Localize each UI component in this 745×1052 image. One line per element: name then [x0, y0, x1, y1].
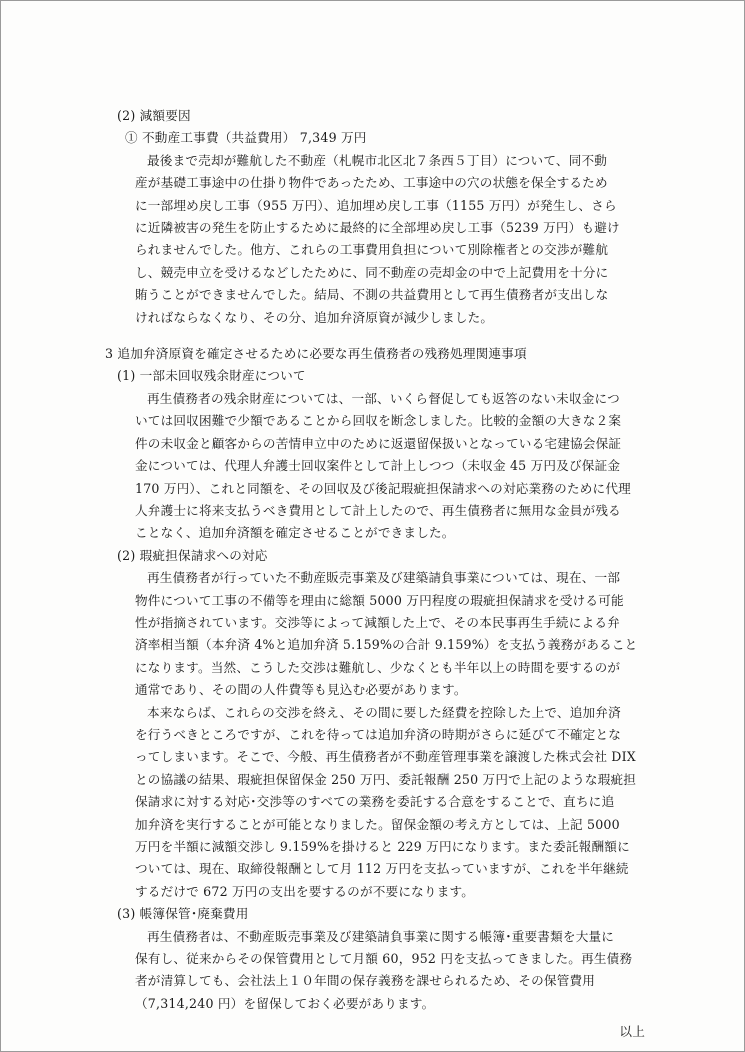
paragraph-line: ついては、現在、取締役報酬として月 112 万円を支払っていますが、これを半年継続 — [135, 861, 629, 877]
section-gap — [101, 329, 649, 343]
document-body — [101, 105, 649, 1044]
paragraph-line: 再生債務者の残余財産については、一部、いくら督促しても返答のない未収金につ — [147, 390, 620, 406]
paragraph-line: 産が基礎工事途中の仕掛り物件であったため、工事途中の穴の状態を保全するため — [135, 175, 608, 191]
paragraph-line: 済率相当額（本弁済 4%と追加弁済 5.159%の合計 9.159%）を支払う義務があること — [135, 637, 638, 653]
section-heading: (2) 瑕疵担保請求への対応 — [117, 547, 268, 563]
paragraph-line: 170 万円）、これと同額を、その回収及び後記瑕疵担保請求への対応業務のために代理 — [135, 480, 631, 496]
section-heading: (1) 一部未回収残余財産について — [117, 368, 306, 384]
paragraph-line: に一部埋め戻し工事（955 万円）、追加埋め戻し工事（1155 万円）が発生し、さら — [135, 197, 617, 213]
paragraph-line: 保有し、従来からその保管費用として月額 60，952 円を支払ってきました。再生債務 — [135, 951, 633, 967]
paragraph-line: するだけで 672 万円の支出を要するのが不要になります。 — [135, 883, 475, 899]
section-heading: (3) 帳簿保管･廃棄費用 — [117, 906, 249, 922]
paragraph-line: 賄うことができませんでした。結局、不測の共益費用として再生債務者が支出しな — [135, 287, 609, 303]
paragraph-line: 人弁護士に将来支払うべき費用として計上したので、再生債務者に無用な金員が残る — [135, 502, 621, 518]
paragraph-line: 通常であり、その間の人件費等も見込む必要があります。 — [135, 682, 467, 698]
paragraph-line: 者が清算しても、会社法上１０年間の保存義務を課せられるため、その保管費用 — [135, 973, 596, 989]
paragraph-line: ってしまいます。そこで、今般、再生債務者が不動産管理事業を譲渡した株式会社 DIX — [135, 749, 636, 765]
closing-mark: 以上 — [619, 1024, 645, 1040]
paragraph-line: 再生債務者は、不動産販売事業及び建築請負事業に関する帳簿･重要書類を大量に — [147, 928, 615, 944]
paragraph-line: 最後まで売却が難航した不動産（札幌市北区北７条西５丁目）について、同不動 — [147, 152, 608, 168]
paragraph-line: 性が指摘されています。交渉等によって減額した上で、その本民事再生手続による弁 — [135, 614, 620, 630]
section-heading: (2) 減額要因 — [117, 108, 191, 123]
paragraph-line: 件の未収金と顧客からの苦情申立中のために返還留保扱いとなっている宅建協会保証 — [135, 435, 622, 451]
paragraph-line: られませんでした。他方、これらの工事費用負担について別除権者との交渉が難航 — [135, 242, 609, 258]
paragraph-line: に近隣被害の発生を防止するために最終的に全部埋め戻し工事（5239 万円）も避け — [135, 220, 620, 236]
paragraph-line: を行うべきところですが、これを待っては追加弁済の時期がさらに延びて不確定とな — [135, 726, 622, 742]
paragraph-line: 再生債務者が行っていた不動産販売事業及び建築請負事業については、現在、一部 — [147, 570, 621, 586]
paragraph-line: になります。当然、こうした交渉は難航し、少なくとも半年以上の時間を要するのが — [135, 659, 621, 675]
paragraph-line: 加弁済を実行することが可能となりました。留保金額の考え方としては、上記 5000 — [135, 816, 620, 832]
section-heading: ① 不動産工事費（共益費用） 7,349 万円 — [125, 130, 367, 146]
paragraph-line: ければならなくなり、その分、追加弁済原資が減少しました。 — [135, 309, 494, 325]
paragraph-line: ことなく、追加弁済額を確定させることができました。 — [135, 525, 455, 541]
paragraph-line: いては回収困難で少額であることから回収を断念しました。比較的金額の大きな２案 — [135, 413, 622, 429]
paragraph-line: との協議の結果、瑕疵担保留保金 250 万円、委託報酬 250 万円で上記のような瑕疵担 — [135, 771, 637, 787]
paragraph-line: 物件について工事の不備等を理由に総額 5000 万円程度の瑕疵担保請求を受ける可能 — [135, 592, 624, 608]
paragraph-line: （7,314,240 円）を留保しておく必要があります。 — [135, 995, 435, 1011]
paragraph-line: 本来ならば、これらの交渉を終え、その間に要した経費を控除した上で、追加弁済 — [147, 704, 621, 720]
paragraph-line: 万円を半額に減額交渉し 9.159%を掛けると 229 万円になります。また委託報酬額に — [135, 839, 630, 854]
section-heading: 3 追加弁済原資を確定させるために必要な再生債務者の残務処理関連事項 — [105, 346, 527, 362]
paragraph-line: 保請求に対する対応･交渉等のすべての業務を委託する合意をすることで、直ちに追 — [135, 794, 615, 810]
paragraph-line: 金については、代理人弁護士回収案件として計上しつつ（未収金 45 万円及び保証金 — [135, 458, 621, 474]
paragraph-line: し、競売申立を受けるなどしたために、同不動産の売却金の中で上記費用を十分に — [135, 264, 609, 280]
